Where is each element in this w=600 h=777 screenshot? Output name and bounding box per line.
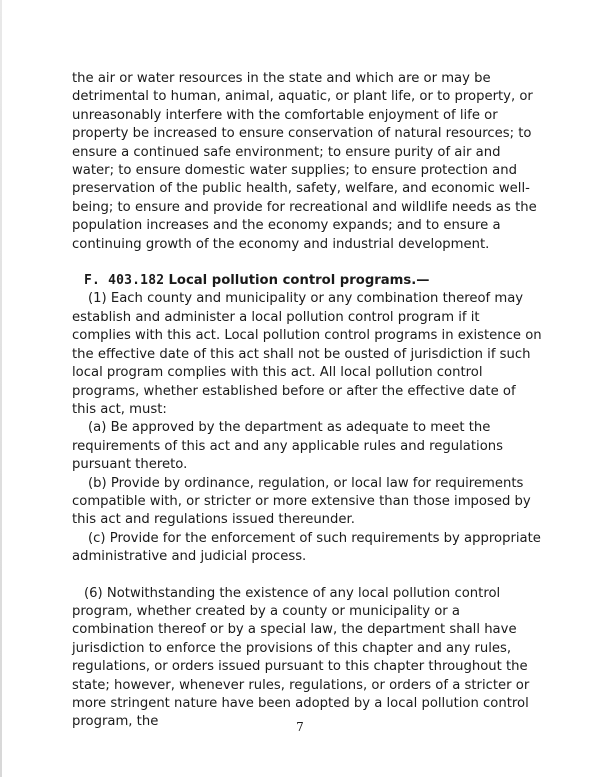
scan-edge-shadow — [0, 0, 2, 777]
subsection-1: (1) Each county and municipality or any combination thereof may establish and administer a local pollution control program if it complies with this act. Local pollution control programs in existence on the effective date of this act shall not be ousted of jurisdiction if such local program complies with this act. All local pollution control programs, whether established before or after the effective date of this act, must: — [72, 291, 542, 417]
section-title: Local pollution control programs.— — [168, 273, 430, 289]
section-number: F. 403.182 — [84, 273, 165, 289]
subsection-1-item-c: (c) Provide for the enforcement of such requirements by appropriate administrative and judicial process. — [72, 530, 541, 565]
subsection-1-item-b: (b) Provide by ordinance, regulation, or local law for requirements compatible with, or stricter or more extensive than those imposed by this act and regulations issued thereunder. — [72, 475, 531, 528]
page-number: 7 — [296, 720, 304, 734]
document-body — [72, 70, 542, 732]
section-heading — [72, 272, 542, 290]
continued-paragraph: the air or water resources in the state and which are or may be detrimental to human, animal, aquatic, or plant life, or to property, or unreasonably interfere with the comfortable enjoyment of life or property be increased to ensure conservation of natural resources; to ensure a continued safe environment; to ensure purity of air and water; to ensure domestic water supplies; to ensure protection and preservation of the public health, safety, welfare, and economic well-being; to ensure and provide for recreational and wildlife needs as the population increases and the economy expands; and to ensure a continuing growth of the economy and industrial development. — [72, 71, 537, 252]
subsection-6: (6) Notwithstanding the existence of any local pollution control program, whether created by a county or municipality or a combination thereof or by a special law, the department shall have jurisdiction to enforce the provisions of this chapter and any rules, regulations, or orders issued pursuant to this chapter throughout the state; however, whenever rules, regulations, or orders of a stricter or more stringent nature have been adopted by a local pollution control program, the — [72, 585, 530, 730]
subsection-1-item-a: (a) Be approved by the department as adequate to meet the requirements of this act and any applicable rules and regulations pursuant thereto. — [72, 420, 504, 473]
